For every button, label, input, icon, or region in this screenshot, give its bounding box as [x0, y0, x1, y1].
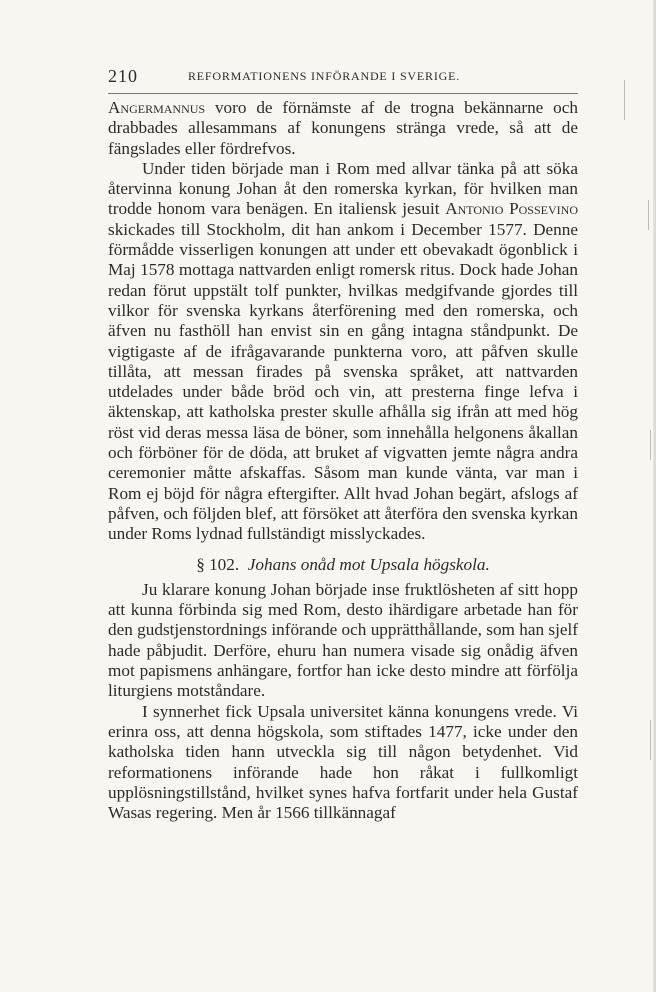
- section-title: Johans onåd mot Upsala högskola.: [247, 554, 490, 574]
- paragraph-2: [108, 159, 578, 545]
- person-name: Antonio Possevino: [445, 199, 578, 219]
- section-number: § 102.: [196, 554, 240, 574]
- section-heading: [108, 555, 578, 575]
- margin-mark: [624, 80, 625, 120]
- body-text: [108, 98, 578, 823]
- margin-mark: [650, 430, 651, 460]
- paragraph-1: [108, 98, 578, 159]
- paragraph-3: [108, 580, 578, 702]
- margin-mark: [648, 200, 649, 230]
- person-name: Angermannus: [108, 98, 206, 117]
- paragraph-text: Ju klarare konung Johan började inse fruktlösheten af sitt hopp att kunna förbinda sig med Rom, desto ihärdigare arbetade han för den gudstjenstordnings införande och upprätthållande, som han sjelf hade påbjudit. Derföre, ehuru han numera visade sig onådig äfven mot papismens anhängare, fortfor han icke desto mindre att förfölja liturgiens motståndare.: [108, 579, 578, 701]
- paragraph-text: skickades till Stockholm, dit han ankom i December 1577. Denne förmådde visserligen konungen att under ett obevakadt ögonblick i Maj 1578 mottaga nattvarden enligt romersk ritus. Dock hade Johan redan förut uppstält tolf punkter, hvilkas medgifvande gjordes till vilkor för svenska kyrkans återförening med den romerska, och äfven nu fasthöll han envist sin en gång intagna ståndpunkt. De vigtigaste af de ifrågavarande punkterna voro, att påfven skulle tillåta, att messan firades på svenska språket, att nattvarden utdelades under både bröd och vin, att presterna finge lefva i äktenskap, att katholska prester skulle afhålla sig ifrån att med hög röst vid deras messa läsa de böner, som innehålla helgonens åkallan och förböner för de döda, att bruket af vigvatten jemte några andra ceremonier måtte afskaffas. Såsom man kunde vänta, var man i Rom ej böjd för några eftergifter. Allt hvad Johan begärt, afslogs af påfven, och följden blef, att försöket att återföra den svenska kyrkan under Roms lydnad fullständigt misslyckades.: [108, 219, 578, 544]
- page-header: [108, 66, 578, 88]
- running-title: REFORMATIONENS INFÖRANDE I SVERIGE.: [188, 69, 461, 83]
- paragraph-4: [108, 702, 578, 824]
- header-rule: [108, 93, 578, 94]
- paragraph-text: voro de förnämste af de trogna bekännarne och drabbades allesammans af konungens stränga vrede, så att de fängslades eller fördrefvos.: [108, 98, 578, 158]
- margin-mark: [650, 720, 651, 760]
- paragraph-text: I synnerhet fick Upsala universitet känna konungens vrede. Vi erinra oss, att denna högskola, som stiftades 1477, icke under den katholska tiden hann utveckla sig till någon betydenhet. Vid reformationens införande hade hon råkat i fullkomligt upplösningstillstånd, hvilket synes hafva fortfarit under hela Gustaf Wasas regering. Men år 1566 tillkännagaf: [108, 701, 578, 823]
- paragraph-text: Under tiden började man i Rom med allvar tänka på att söka återvinna konung Johan åt den romerska kyrkan, för hvilken man trodde honom vara benägen. En italiensk jesuit: [108, 158, 578, 219]
- page-number: 210: [108, 66, 138, 86]
